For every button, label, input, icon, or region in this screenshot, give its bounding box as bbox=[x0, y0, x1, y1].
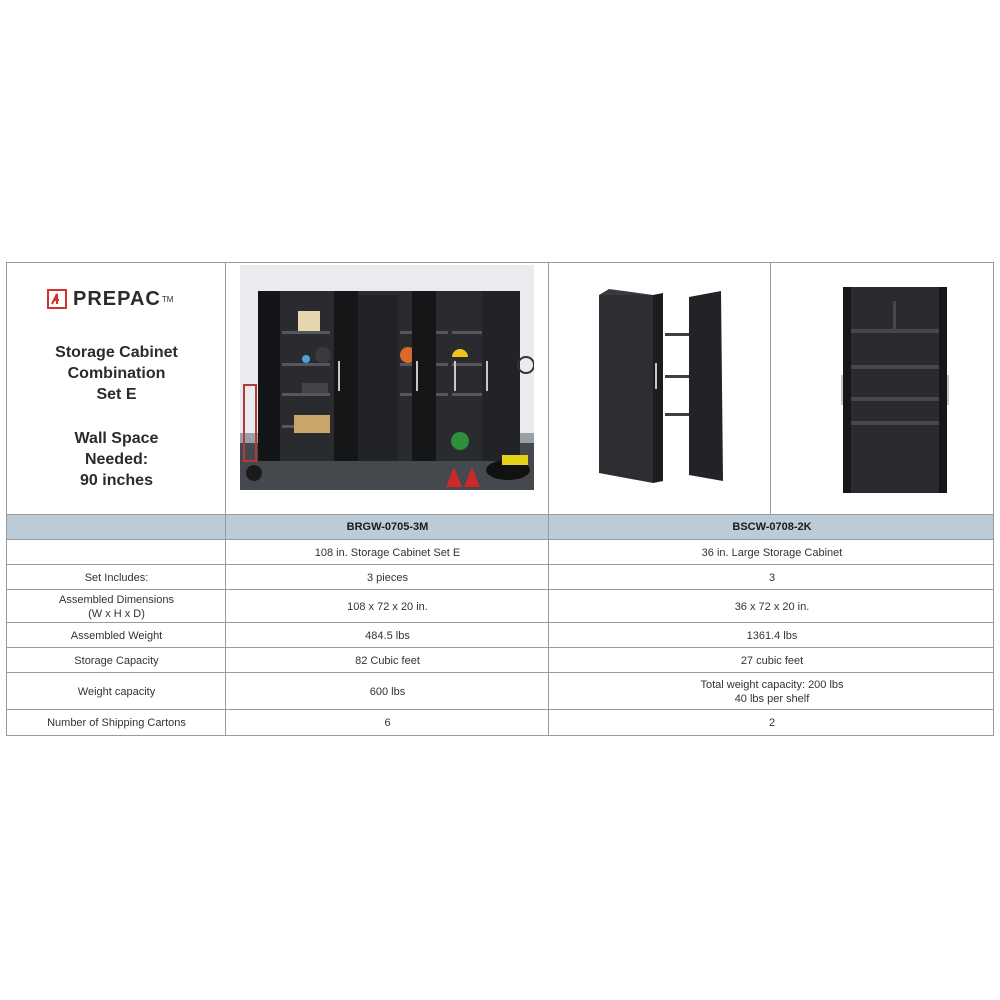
set-title-line-1: Storage Cabinet bbox=[55, 344, 178, 361]
grid-line bbox=[7, 672, 993, 673]
storage-capacity-large-cabinet: 27 cubic feet bbox=[740, 654, 804, 667]
row-label-assembled-weight: Assembled Weight bbox=[70, 629, 163, 642]
prepac-logo bbox=[47, 287, 173, 311]
grid-line bbox=[7, 622, 993, 623]
product-photo-set-e bbox=[240, 263, 534, 515]
weight-capacity-set-e: 600 lbs bbox=[369, 685, 406, 698]
sku-header-large-cabinet: BSCW-0708-2K bbox=[732, 521, 812, 533]
product-name-set-e: 108 in. Storage Cabinet Set E bbox=[314, 546, 461, 559]
prepac-logo-icon bbox=[47, 289, 67, 309]
weight-set-e: 484.5 lbs bbox=[365, 629, 410, 642]
shipping-cartons-large-cabinet: 2 bbox=[768, 716, 776, 729]
product-photo-large-cabinet-front bbox=[789, 263, 965, 515]
dimensions-set-e: 108 x 72 x 20 in. bbox=[347, 600, 428, 613]
grid-line bbox=[7, 539, 993, 540]
assembled-dimensions-label-line-1: Assembled Dimensions bbox=[59, 593, 174, 606]
wall-space-line-3: 90 inches bbox=[80, 472, 153, 489]
shipping-cartons-set-e: 6 bbox=[384, 716, 391, 729]
set-title-line-2: Combination bbox=[67, 365, 166, 382]
dimensions-large-cabinet: 36 x 72 x 20 in. bbox=[734, 600, 810, 613]
grid-line bbox=[770, 263, 771, 515]
grid-line bbox=[225, 263, 226, 735]
row-label-set-includes: Set Includes: bbox=[84, 571, 149, 584]
assembled-dimensions-label-line-2: (W x H x D) bbox=[88, 607, 145, 620]
grid-line bbox=[7, 564, 993, 565]
row-label-assembled-dimensions bbox=[7, 590, 226, 623]
sku-header-set-e: BRGW-0705-3M bbox=[346, 521, 429, 533]
grid-line bbox=[7, 647, 993, 648]
comparison-sheet bbox=[6, 262, 994, 736]
row-label-storage-capacity: Storage Capacity bbox=[74, 654, 159, 667]
product-photo-large-cabinet bbox=[589, 263, 743, 515]
set-title-line-3: Set E bbox=[96, 386, 137, 403]
set-includes-set-e: 3 pieces bbox=[367, 571, 408, 584]
wall-space-line-1: Wall Space bbox=[74, 430, 159, 447]
storage-capacity-set-e: 82 Cubic feet bbox=[355, 654, 420, 667]
logo-text: PREPAC bbox=[73, 287, 161, 310]
wall-space-line-2: Needed: bbox=[84, 451, 149, 468]
grid-line bbox=[7, 514, 993, 515]
grid-line bbox=[548, 263, 549, 735]
logo-trademark: TM bbox=[161, 294, 174, 304]
product-name-large-cabinet: 36 in. Large Storage Cabinet bbox=[701, 546, 843, 559]
row-label-weight-capacity: Weight capacity bbox=[77, 685, 156, 698]
row-label-shipping-cartons: Number of Shipping Cartons bbox=[47, 716, 186, 729]
weight-large-cabinet: 1361.4 lbs bbox=[746, 629, 798, 642]
brand-cell bbox=[7, 263, 226, 515]
weight-capacity-per-shelf: 40 lbs per shelf bbox=[734, 692, 810, 705]
set-includes-large-cabinet: 3 bbox=[768, 571, 776, 584]
weight-capacity-large-cabinet bbox=[549, 673, 995, 710]
grid-line bbox=[7, 709, 993, 710]
weight-capacity-total: Total weight capacity: 200 lbs bbox=[700, 678, 844, 691]
grid-line bbox=[7, 589, 993, 590]
